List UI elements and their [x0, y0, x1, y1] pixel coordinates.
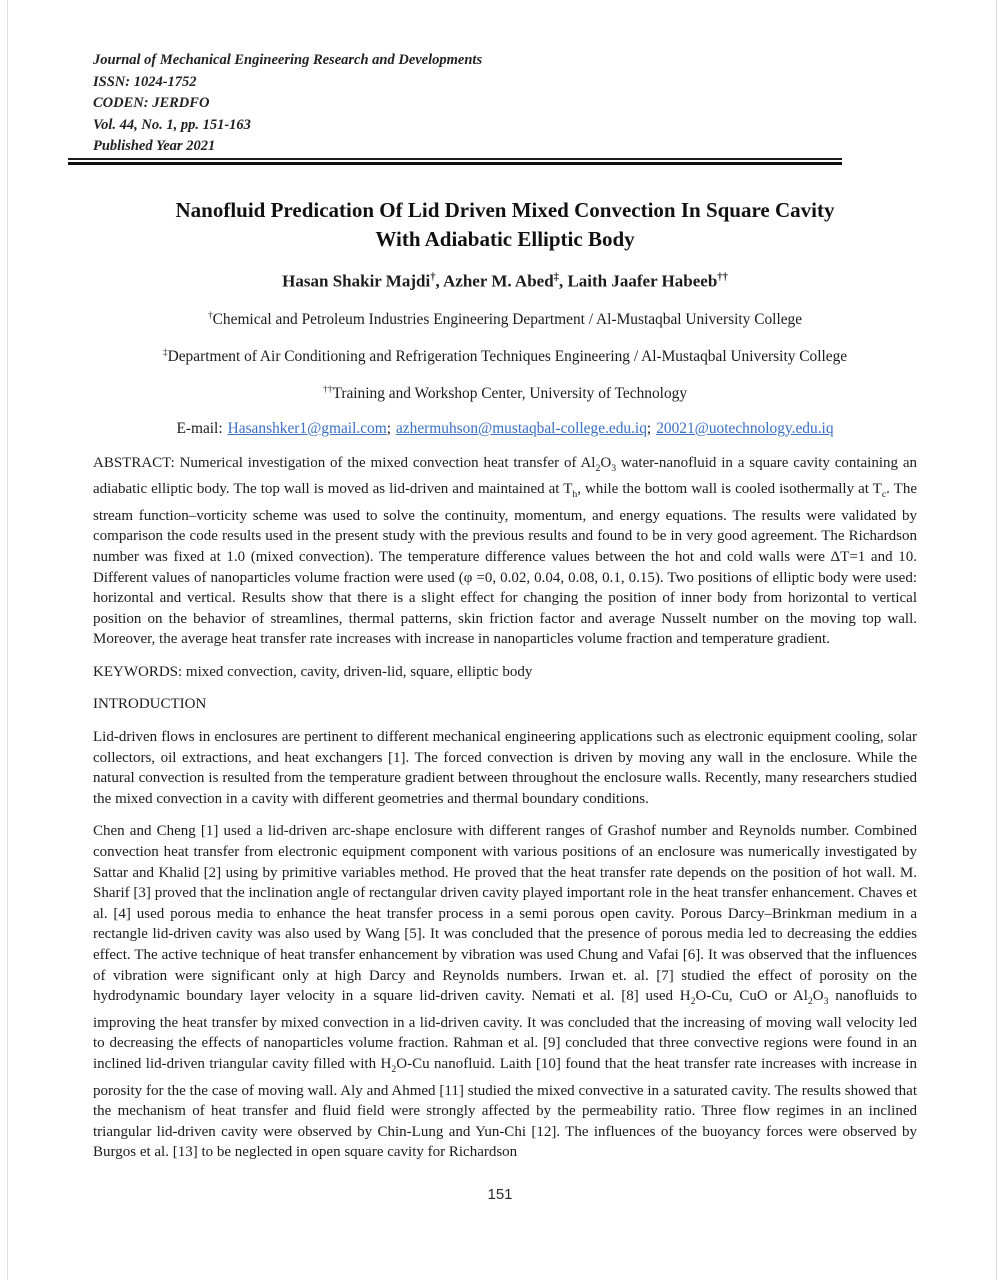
abstract-paragraph: ABSTRACT: Numerical investigation of the mixed convection heat transfer of $Al_2O_3$ water-nanofluid in a square cavity containing an adiabatic elliptic body. The top wall is moved as lid-driven and maintained at $T_h$, while the bottom wall is cooled isothermally at $T_c$. The stream function–vorticity scheme was used to solve the continuity, momentum, and energy equations. The results were validated by comparison the code results used in the present study with the previous results and found to be in very good agreement. The Richardson number was fixed at 1.0 (mixed convection). The temperature difference values between the hot and cold walls were ΔT=1 and 10. Different values of nanoparticles volume fraction were used (φ =0, 0.02, 0.04, 0.08, 0.1, 0.15). Two positions of elliptic body were used: horizontal and vertical. Results show that there is a slight effect for changing the position of inner body from horizontal to vertical position on the behavior of streamlines, thermal patterns, skin friction factor and average Nusselt number on the moving top wall. Moreover, the average heat transfer rate increases with increase in nanoparticles volume fraction and temperature gradient. [93, 454, 918, 648]
keywords-line: KEYWORDS: mixed convection, cavity, driven-lid, square, elliptic body [93, 663, 533, 680]
journal-name: Journal of Mechanical Engineering Research and Developments [93, 52, 483, 68]
journal-header [93, 50, 917, 158]
scan-edge-left [7, 0, 8, 1280]
email-line [93, 419, 917, 439]
scan-edge-right [996, 0, 997, 1280]
affiliation-3: ††Training and Workshop Center, University of Technology [322, 384, 688, 403]
journal-coden: CODEN: JERDFO [93, 95, 210, 111]
intro-paragraph-1: Lid-driven flows in enclosures are pertinent to different mechanical engineering applications such as electronic equipment cooling, solar collectors, oil extractions, and heat exchangers [1]. The forced convection is driven by moving any wall in the enclosure. While the natural convection is resulted from the temperature gradient between throughout the enclosure walls. Recently, many researchers studied the mixed convection in a cavity with different geometries and thermal boundary conditions. [93, 729, 917, 807]
page-content [93, 0, 917, 1163]
email-separator: ; [386, 419, 391, 437]
section-heading-introduction: INTRODUCTION [93, 696, 207, 713]
article-title: Nanofluid Predication Of Lid Driven Mixed Convection In Square Cavity With Adiabatic Elliptic Body [175, 197, 835, 251]
header-divider-rule [68, 158, 842, 165]
email-link-1[interactable]: Hasanshker1@gmail.com [227, 419, 387, 437]
journal-published-year: Published Year 2021 [93, 138, 216, 154]
email-link-2[interactable]: azhermuhson@mustaqbal-college.edu.iq [395, 419, 647, 437]
journal-volume: Vol. 44, No. 1, pp. 151-163 [93, 116, 251, 133]
page-number: 151 [487, 1186, 513, 1203]
affiliation-2: ‡Department of Air Conditioning and Refrigeration Techniques Engineering / Al-Mustaqbal University College [162, 347, 848, 366]
email-separator: ; [646, 419, 652, 437]
journal-issn: ISSN: 1024-1752 [93, 73, 197, 90]
authors-line: Hasan Shakir Majdi†, Azher M. Abed‡, Laith Jaafer Habeeb†† [282, 271, 728, 291]
email-label: E-mail: [176, 419, 223, 437]
affiliation-1: †Chemical and Petroleum Industries Engineering Department / Al-Mustaqbal University College [207, 310, 803, 329]
intro-paragraph-2: Chen and Cheng [1] used a lid-driven arc-shape enclosure with different ranges of Grashof number and Reynolds number. Combined convection heat transfer from electronic equipment component with various positions of an enclosure was numerically investigated by Sattar and Khalid [2] using by primitive variables method. He proved that the heat transfer rate depends on the position of hot wall. M. Sharif [3] proved that the inclination angle of rectangular driven cavity played important role in the heat transfer enhancement. Chaves et al. [4] used porous media to enhance the heat transfer process in a semi porous open cavity. Porous Darcy–Brinkman medium in a rectangle lid-driven cavity was also used by Wang [5]. It was concluded that the presence of porous media led to decreasing the eddies effect. The active technique of heat transfer enhancement by vibration was used Chung and Vafai [6]. It was observed that the influences of vibration were significant only at high Darcy and Reynolds numbers. Irwan et. al. [7] studied the effect of porosity on the hydrodynamic boundary layer velocity in a square lid-driven cavity. Nemati et al. [8] used $H_2O-Cu$, CuO or $Al_2O_3$ nanofluids to improving the heat transfer by mixed convection in a lid-driven cavity. It was concluded that the increasing of moving wall velocity led to decreasing the effects of nanoparticles volume fraction. Rahman et al. [9] concluded that three convective regions were found in an inclined lid-driven triangular cavity filled with $H_2O-Cu$ nanofluid. Laith [10] found that the heat transfer rate increases with increase in porosity for the the case of moving wall. Aly and Ahmed [11] studied the mixed convective in a saturated cavity. The results showed that the mechanism of heat transfer and fluid field were strongly affected by the permeability ratio. Three flow regimes in an inclined triangular lid-driven cavity were observed by Chin-Lung and Yun-Chi [12]. The influences of the buoyancy forces were observed by Burgos et al. [13] to be neglected in open square cavity for Richardson [93, 823, 917, 1161]
email-link-3[interactable]: 20021@uotechnology.edu.iq [656, 419, 834, 437]
